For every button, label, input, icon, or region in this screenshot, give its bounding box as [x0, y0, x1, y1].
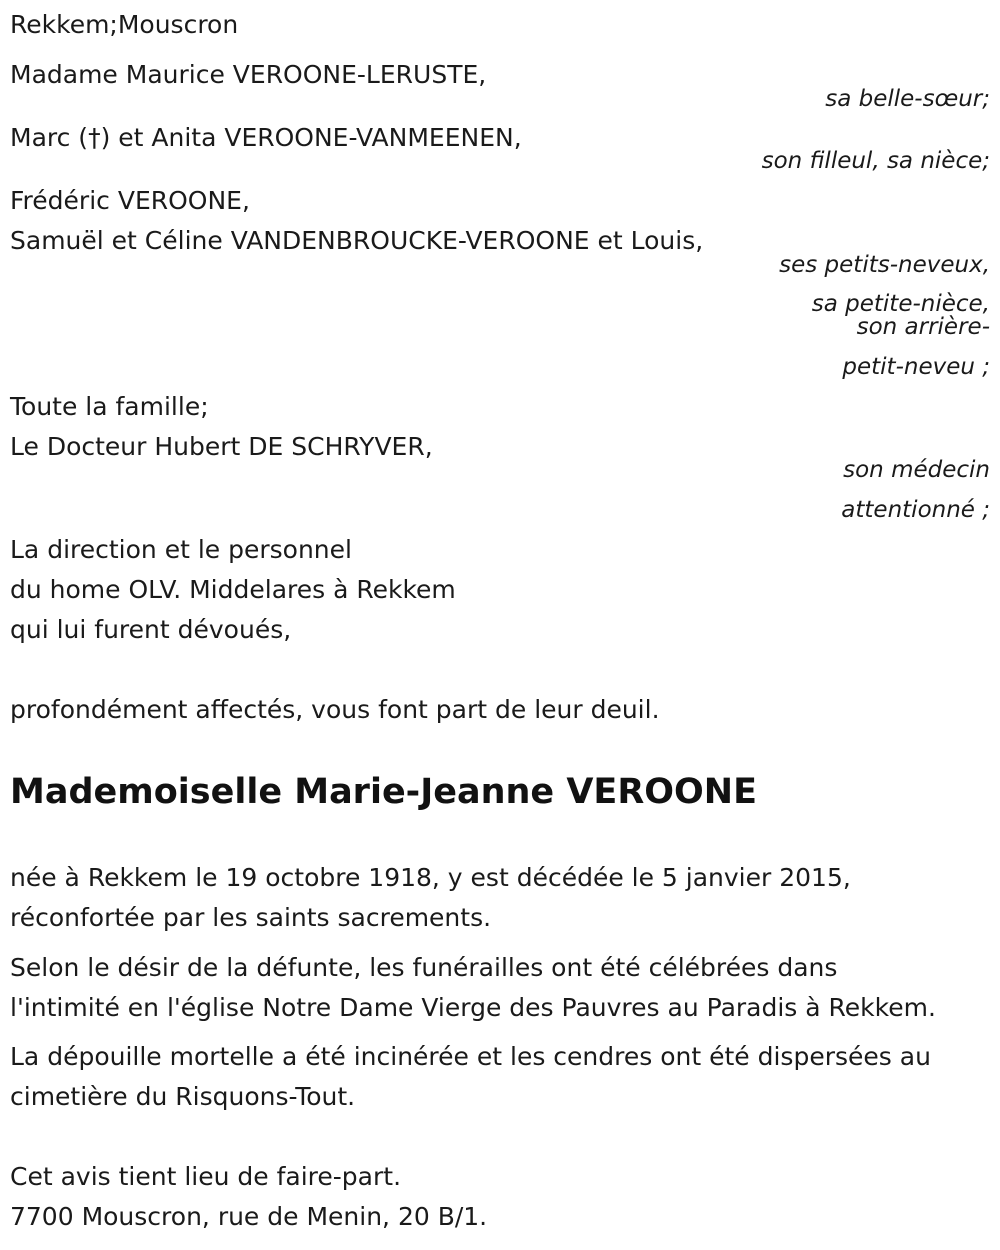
mourner-relation: sa belle-sœur; [825, 86, 990, 112]
body-line: l'intimité en l'église Notre Dame Vierge des Pauvres au Paradis à Rekkem. [10, 993, 936, 1022]
mourner-line: du home OLV. Middelares à Rekkem [10, 575, 456, 604]
mourner-relation: attentionné ; [841, 497, 990, 523]
mourner-relation: son médecin [843, 457, 990, 483]
body-line: réconfortée par les saints sacrements. [10, 903, 492, 932]
deceased-title: Mademoiselle Marie-Jeanne VEROONE [10, 772, 757, 812]
footer-address: 7700 Mouscron, rue de Menin, 20 B/1. [10, 1202, 488, 1231]
mourner-relation: son filleul, sa nièce; [761, 148, 990, 174]
mourner-relation: ses petits-neveux, [779, 252, 990, 278]
mourner-line: qui lui furent dévoués, [10, 615, 292, 644]
mourner-relation: sa petite-nièce, [811, 291, 990, 317]
body-line: La dépouille mortelle a été incinérée et les cendres ont été dispersées au [10, 1042, 931, 1071]
mourner-relation: son arrière- [856, 314, 990, 340]
mourner-name: Toute la famille; [10, 392, 209, 421]
mourner-name: Madame Maurice VEROONE-LERUSTE, [10, 60, 487, 89]
announcement: profondément affectés, vous font part de leur deuil. [10, 695, 660, 724]
mourner-name: Samuël et Céline VANDENBROUCKE-VEROONE et Louis, [10, 226, 704, 255]
mourner-name: Frédéric VEROONE, [10, 186, 250, 215]
body-line: Selon le désir de la défunte, les funérailles ont été célébrées dans [10, 953, 838, 982]
body-line: née à Rekkem le 19 octobre 1918, y est décédée le 5 janvier 2015, [10, 863, 851, 892]
mourner-relation: petit-neveu ; [842, 354, 990, 380]
mourner-name: Le Docteur Hubert DE SCHRYVER, [10, 432, 433, 461]
body-line: cimetière du Risquons-Tout. [10, 1082, 356, 1111]
header-place: Rekkem;Mouscron [10, 10, 239, 39]
mourner-line: La direction et le personnel [10, 535, 352, 564]
mourner-name: Marc (†) et Anita VEROONE-VANMEENEN, [10, 123, 522, 152]
footer-notice: Cet avis tient lieu de faire-part. [10, 1162, 402, 1191]
